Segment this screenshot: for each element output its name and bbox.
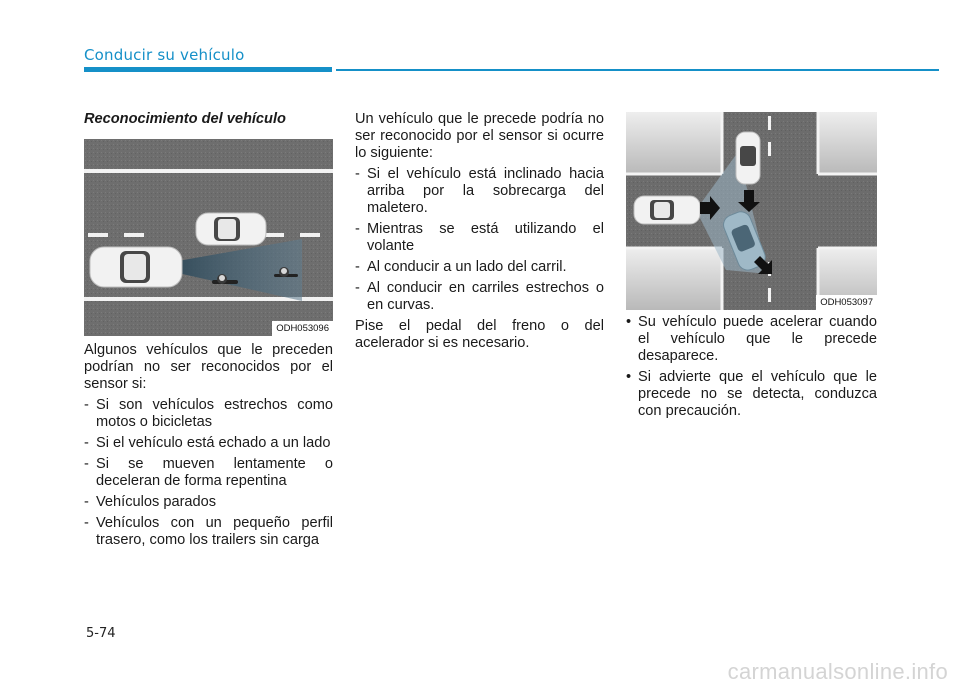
- heading-vehicle-recognition: Reconocimiento del vehículo: [84, 111, 286, 127]
- section-title: Conducir su vehículo: [84, 46, 245, 64]
- header-rule-thick: [84, 67, 332, 72]
- figure-code: ODH053097: [816, 295, 877, 310]
- highway-illustration: [84, 139, 333, 336]
- figure-code: ODH053096: [272, 321, 333, 336]
- figure-intersection-illustration: [626, 112, 877, 310]
- watermark: carmanualsonline.info: [727, 659, 948, 684]
- left-column: [84, 111, 333, 132]
- ego-car: [90, 247, 182, 287]
- list-item: - Vehículos con un pequeño perfil trasero, como los trailers sin carga: [84, 515, 333, 548]
- ego-car: [634, 196, 700, 224]
- list-item: - Al conducir en carriles estrechos o en curvas.: [355, 280, 604, 313]
- oncoming-car: [736, 132, 760, 184]
- list-item: • Su vehículo puede acelerar cuando el vehículo que le precede desaparece.: [626, 314, 877, 364]
- intersection-illustration: [626, 112, 877, 310]
- figure-highway-illustration: [84, 139, 333, 336]
- right-column-text: [626, 314, 877, 424]
- list-item: - Si el vehículo está inclinado hacia arriba por la sobrecarga del maletero.: [355, 166, 604, 216]
- list-item: • Si advierte que el vehículo que le precede no se detecta, conduzca con precaución.: [626, 369, 877, 419]
- left-intro: Algunos vehículos que le preceden podrían no ser reconocidos por el sensor si:: [84, 342, 333, 392]
- middle-intro: Un vehículo que le precede podría no ser reconocido por el sensor si ocurre lo siguiente:: [355, 111, 604, 161]
- list-item: - Al conducir a un lado del carril.: [355, 259, 567, 275]
- left-column-text: [84, 342, 333, 553]
- middle-column: [355, 111, 604, 356]
- header-rule-thin: [336, 69, 939, 71]
- list-item: - Mientras se está utilizando el volante: [355, 221, 604, 254]
- list-item: - Vehículos parados: [84, 494, 217, 510]
- list-item: - Si el vehículo está echado a un lado: [84, 435, 331, 451]
- list-item: - Si son vehículos estrechos como motos o bicicletas: [84, 397, 333, 430]
- lead-car: [196, 213, 266, 245]
- list-item: - Si se mueven lentamente o deceleran de forma repentina: [84, 456, 333, 489]
- page-number: 5-74: [86, 626, 116, 641]
- middle-closing: Pise el pedal del freno o del acelerador si es necesario.: [355, 318, 604, 351]
